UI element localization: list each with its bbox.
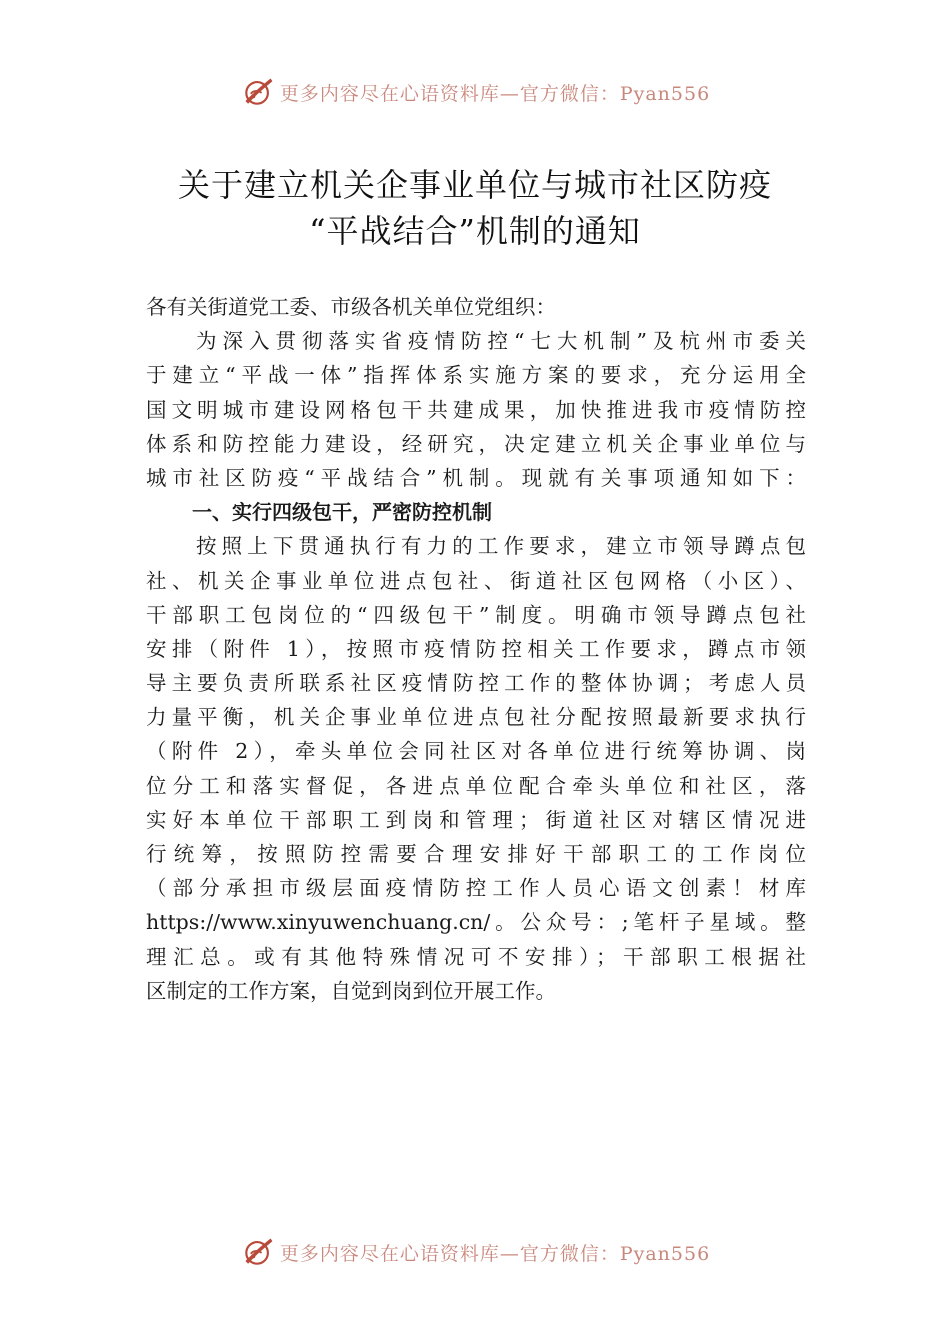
- intro-line: 为深入贯彻落实省疫情防控“七大机制”及杭州市委关: [196, 329, 806, 354]
- section-line: （附件 2），牵头单位会同社区对各单位进行统筹协调、岗: [146, 739, 806, 764]
- watermark-text: 更多内容尽在心语资料库—官方微信：Pyan556: [279, 82, 711, 105]
- header-watermark: [0, 72, 950, 112]
- section-line: 按照上下贯通执行有力的工作要求，建立市领导蹲点包: [196, 534, 806, 559]
- intro-line: 城市社区防疫“平战结合”机制。现就有关事项通知如下：: [146, 465, 806, 490]
- section-line: 行统筹，按照防控需要合理安排好干部职工的工作岗位: [146, 842, 806, 866]
- document-body: [146, 290, 806, 1008]
- section-line: 社、机关企事业单位进点包社、街道社区包网格（小区）、: [146, 568, 806, 593]
- document-title: [0, 162, 950, 254]
- section-line: 导主要负责所联系社区疫情防控工作的整体协调；考虑人员: [146, 671, 806, 696]
- section-line: 力量平衡，机关企事业单位进点包社分配按照最新要求执行: [146, 705, 806, 730]
- title-line-2: “平战结合”机制的通知: [309, 212, 641, 250]
- section-line-url: https://www.xinyuwenchuang.cn/。公众号：;笔杆子星域。整: [146, 910, 806, 935]
- intro-line: 国文明城市建设网格包干共建成果，加快推进我市疫情防控: [146, 397, 806, 422]
- watermark-text: 更多内容尽在心语资料库—官方微信：Pyan556: [279, 1242, 711, 1265]
- footer-watermark: [0, 1232, 950, 1272]
- intro-line: 于建立“平战一体”指挥体系实施方案的要求，充分运用全: [146, 363, 806, 388]
- section-line: 理汇总。或有其他特殊情况可不安排）；干部职工根据社: [146, 944, 806, 969]
- section-line: 实好本单位干部职工到岗和管理；街道社区对辖区情况进: [146, 807, 806, 832]
- section-heading: 一、实行四级包干，严密防控机制: [192, 500, 492, 525]
- section-line: 安排（附件 1），按照市疫情防控相关工作要求，蹲点市领: [146, 636, 806, 661]
- writing-pen-logo-icon: [240, 1234, 276, 1270]
- salutation: 各有关街道党工委、市级各机关单位党组织：: [146, 295, 556, 319]
- section-line: 区制定的工作方案，自觉到岗到位开展工作。: [146, 978, 556, 1003]
- section-line: 干部职工包岗位的“四级包干”制度。明确市领导蹲点包社: [146, 602, 806, 627]
- section-line: （部分承担市级层面疫情防控工作人员心语文创素！材库: [146, 876, 806, 901]
- section-line: 位分工和落实督促，各进点单位配合牵头单位和社区，落: [146, 773, 806, 798]
- writing-pen-logo-icon: [240, 74, 276, 110]
- title-line-1: 关于建立机关企事业单位与城市社区防疫: [177, 166, 772, 204]
- intro-line: 体系和防控能力建设，经研究，决定建立机关企事业单位与: [146, 431, 806, 456]
